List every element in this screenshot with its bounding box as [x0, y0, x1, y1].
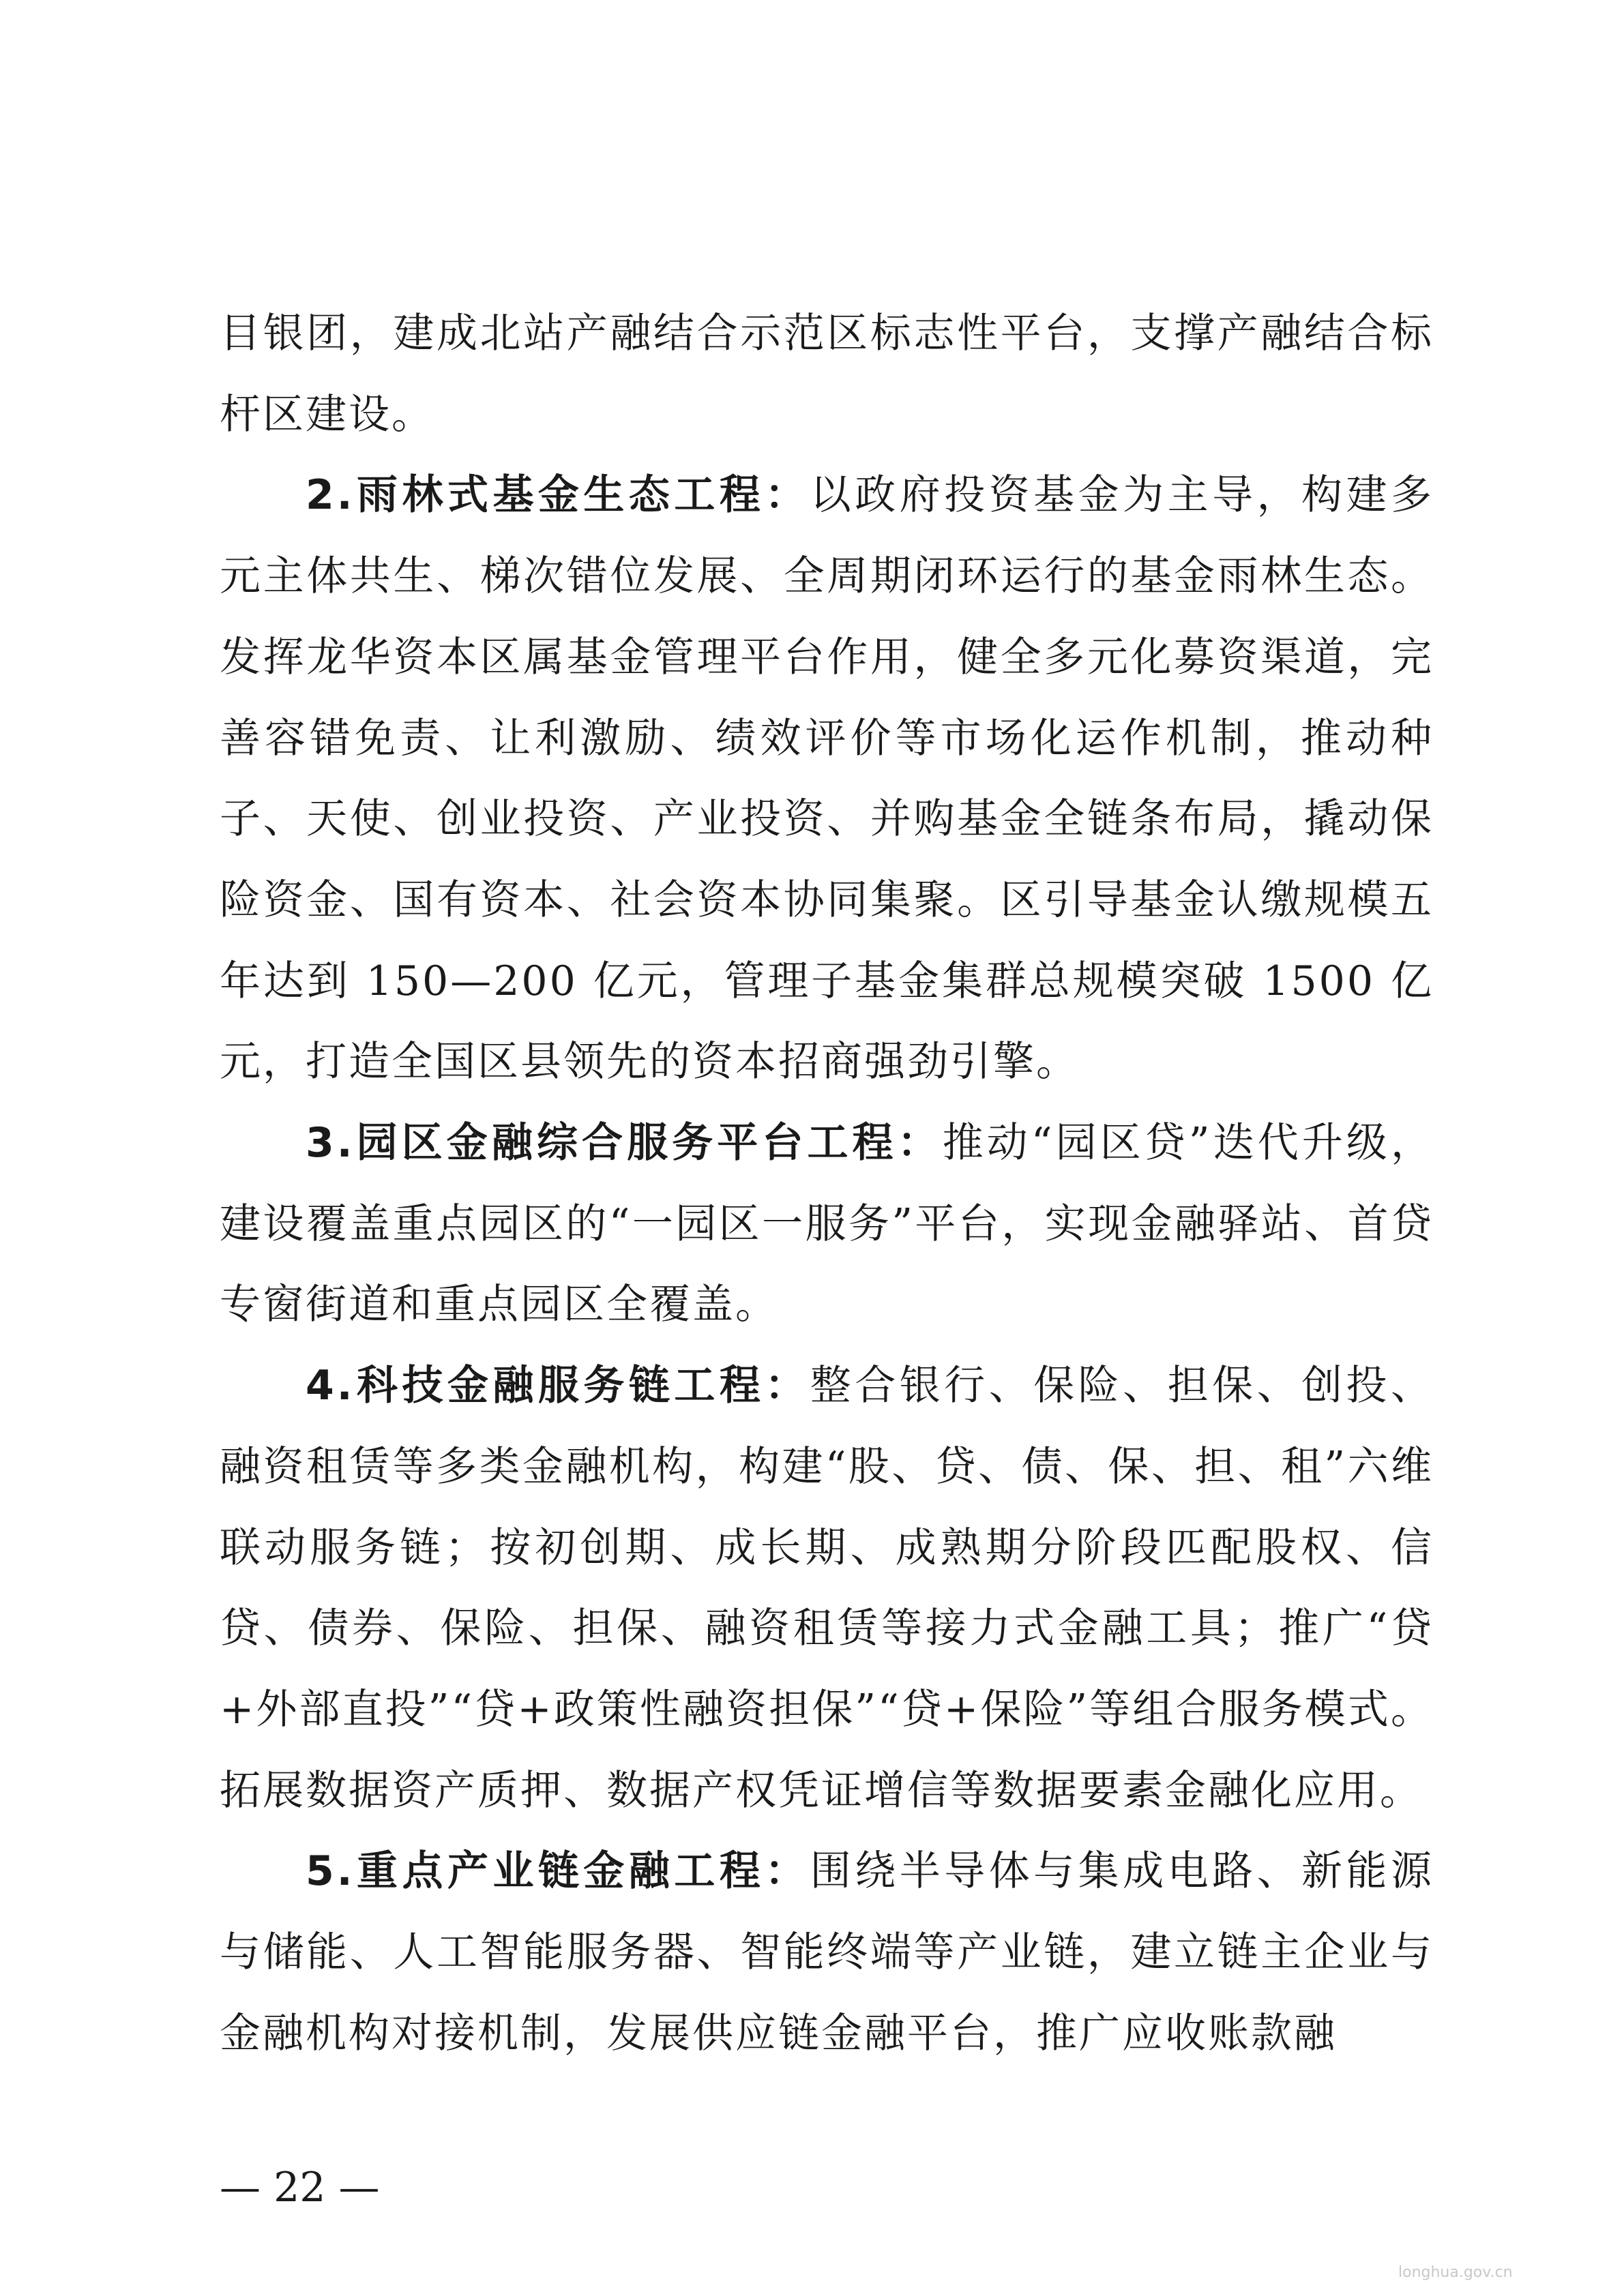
paragraph-text: 目银团，建成北站产融结合示范区标志性平台，支撑产融结合标杆区建设。 [220, 310, 1434, 438]
paragraph-tech-finance [220, 1345, 1434, 1831]
watermark: longhua.gov.cn [1398, 2264, 1513, 2281]
paragraph-heading: 2.雨林式基金生态工程： [306, 471, 810, 520]
paragraph-text: 以政府投资基金为主导，构建多元主体共生、梯次错位发展、全周期闭环运行的基金雨林生态。发挥龙华资本区属基金管理平台作用，健全多元化募资渠道，完善容错免责、让利激励、绩效评价等市场化运作机制，推动种子、天使、创业投资、产业投资、并购基金全链条布局，撬动保险资金、国有资本、社会资本协同集聚。区引导基金认缴规模五年达到 150—200 亿元，管理子基金集群总规模突破 1500 亿元，打造全国区县领先的资本招商强劲引擎。 [220, 471, 1434, 1086]
document-body [220, 293, 1434, 2074]
paragraph-heading: 5.重点产业链金融工程： [306, 1847, 810, 1896]
paragraph-text: 整合银行、保险、担保、创投、融资租赁等多类金融机构，构建“股、贷、债、保、担、租”六维联动服务链；按初创期、成长期、成熟期分阶段匹配股权、信贷、债券、保险、担保、融资租赁等接力式金融工具；推广“贷+外部直投”“贷+政策性融资担保”“贷+保险”等组合服务模式。拓展数据资产质押、数据产权凭证增信等数据要素金融化应用。 [220, 1362, 1434, 1815]
paragraph-heading: 3.园区金融综合服务平台工程： [306, 1119, 943, 1167]
paragraph-text: 围绕半导体与集成电路、新能源与储能、人工智能服务器、智能终端等产业链，建立链主企业与金融机构对接机制，发展供应链金融平台，推广应收账款融 [220, 1847, 1434, 2057]
page-number: — 22 — [220, 2164, 380, 2211]
paragraph-heading: 4.科技金融服务链工程： [306, 1362, 810, 1410]
paragraph-continuation [220, 293, 1434, 455]
paragraph-industry-chain [220, 1831, 1434, 2074]
paragraph-rainforest-fund [220, 455, 1434, 1103]
paragraph-text: 推动“园区贷”迭代升级，建设覆盖重点园区的“一园区一服务”平台，实现金融驿站、首贷专窗街道和重点园区全覆盖。 [220, 1119, 1434, 1329]
paragraph-park-finance [220, 1103, 1434, 1345]
